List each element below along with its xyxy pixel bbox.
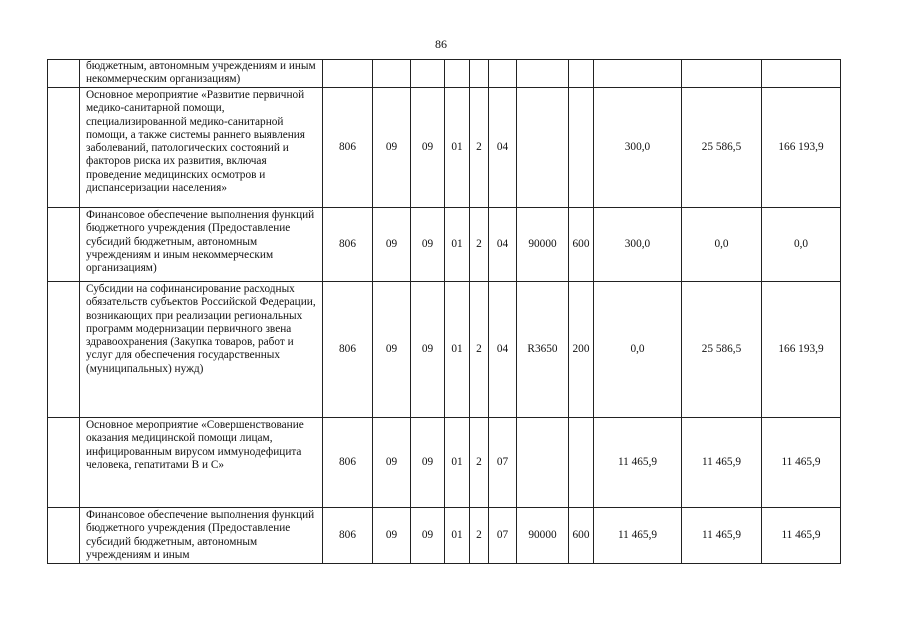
subprogram-code: 2 (470, 88, 489, 208)
direction-code: 90000 (517, 208, 569, 282)
row-description: Субсидии на софинансирование расходных обязательств субъектов Российской Федерации, возникающих при реализации региональных программ модернизации первичного звена здравоохранения (Закупка товаров, работ и услуг для обеспечения государственных (муниципальных) нужд) (80, 282, 323, 418)
subprogram-code: 2 (470, 282, 489, 418)
section-code (373, 60, 411, 88)
ministry-code: 806 (323, 418, 373, 508)
amount-3 (762, 60, 841, 88)
section-code: 09 (373, 282, 411, 418)
row-index-cell (48, 88, 80, 208)
row-description: Основное мероприятие «Развитие первичной медико-санитарной помощи, специализированной медико-санитарной помощи, а также системы раннего выявления заболеваний, патологических состояний и факторов риска их развития, включая проведение медицинских осмотров и диспансеризации населения» (80, 88, 323, 208)
amount-2: 11 465,9 (682, 508, 762, 564)
event-code: 07 (489, 508, 517, 564)
program-code: 01 (445, 508, 470, 564)
subprogram-code: 2 (470, 508, 489, 564)
table-row (48, 418, 841, 508)
direction-code (517, 60, 569, 88)
row-description: Финансовое обеспечение выполнения функций бюджетного учреждения (Предоставление субсидий бюджетным, автономным учреждениям и иным некоммерческим организациям) (80, 208, 323, 282)
subprogram-code (470, 60, 489, 88)
expense-type-code: 600 (569, 208, 594, 282)
program-code (445, 60, 470, 88)
row-description: Основное мероприятие «Совершенствование оказания медицинской помощи лицам, инфицированным вирусом иммунодефицита человека, гепатитами В и С» (80, 418, 323, 508)
amount-1 (594, 60, 682, 88)
amount-2: 25 586,5 (682, 282, 762, 418)
table-row (48, 60, 841, 88)
event-code: 04 (489, 208, 517, 282)
expense-type-code (569, 60, 594, 88)
amount-1: 300,0 (594, 88, 682, 208)
row-index-cell (48, 508, 80, 564)
direction-code (517, 88, 569, 208)
expense-type-code: 600 (569, 508, 594, 564)
subprogram-code: 2 (470, 418, 489, 508)
table-row (48, 282, 841, 418)
ministry-code: 806 (323, 88, 373, 208)
table-row (48, 88, 841, 208)
amount-3: 11 465,9 (762, 418, 841, 508)
program-code: 01 (445, 418, 470, 508)
section-code: 09 (373, 208, 411, 282)
amount-1: 0,0 (594, 282, 682, 418)
subsection-code: 09 (411, 282, 445, 418)
program-code: 01 (445, 208, 470, 282)
subprogram-code: 2 (470, 208, 489, 282)
amount-2 (682, 60, 762, 88)
amount-1: 300,0 (594, 208, 682, 282)
amount-3: 166 193,9 (762, 282, 841, 418)
amount-1: 11 465,9 (594, 418, 682, 508)
amount-3: 0,0 (762, 208, 841, 282)
expense-type-code: 200 (569, 282, 594, 418)
subsection-code: 09 (411, 208, 445, 282)
amount-2: 25 586,5 (682, 88, 762, 208)
ministry-code: 806 (323, 208, 373, 282)
amount-3: 11 465,9 (762, 508, 841, 564)
subsection-code: 09 (411, 418, 445, 508)
subsection-code (411, 60, 445, 88)
ministry-code: 806 (323, 508, 373, 564)
page-number: 86 (435, 37, 447, 51)
ministry-code: 806 (323, 282, 373, 418)
event-code: 04 (489, 88, 517, 208)
expense-type-code (569, 418, 594, 508)
row-index-cell (48, 60, 80, 88)
event-code: 04 (489, 282, 517, 418)
amount-1: 11 465,9 (594, 508, 682, 564)
subsection-code: 09 (411, 508, 445, 564)
amount-2: 0,0 (682, 208, 762, 282)
row-description: бюджетным, автономным учреждениям и иным некоммерческим организациям) (80, 60, 323, 88)
program-code: 01 (445, 88, 470, 208)
row-index-cell (48, 282, 80, 418)
section-code: 09 (373, 508, 411, 564)
table-row (48, 208, 841, 282)
direction-code: 90000 (517, 508, 569, 564)
row-index-cell (48, 418, 80, 508)
row-index-cell (48, 208, 80, 282)
program-code: 01 (445, 282, 470, 418)
section-code: 09 (373, 88, 411, 208)
budget-table (47, 59, 841, 564)
direction-code (517, 418, 569, 508)
ministry-code (323, 60, 373, 88)
amount-3: 166 193,9 (762, 88, 841, 208)
subsection-code: 09 (411, 88, 445, 208)
event-code: 07 (489, 418, 517, 508)
amount-2: 11 465,9 (682, 418, 762, 508)
event-code (489, 60, 517, 88)
expense-type-code (569, 88, 594, 208)
row-description: Финансовое обеспечение выполнения функций бюджетного учреждения (Предоставление субсидий бюджетным, автономным учреждениям и иным (80, 508, 323, 564)
section-code: 09 (373, 418, 411, 508)
table-row (48, 508, 841, 564)
direction-code: R3650 (517, 282, 569, 418)
